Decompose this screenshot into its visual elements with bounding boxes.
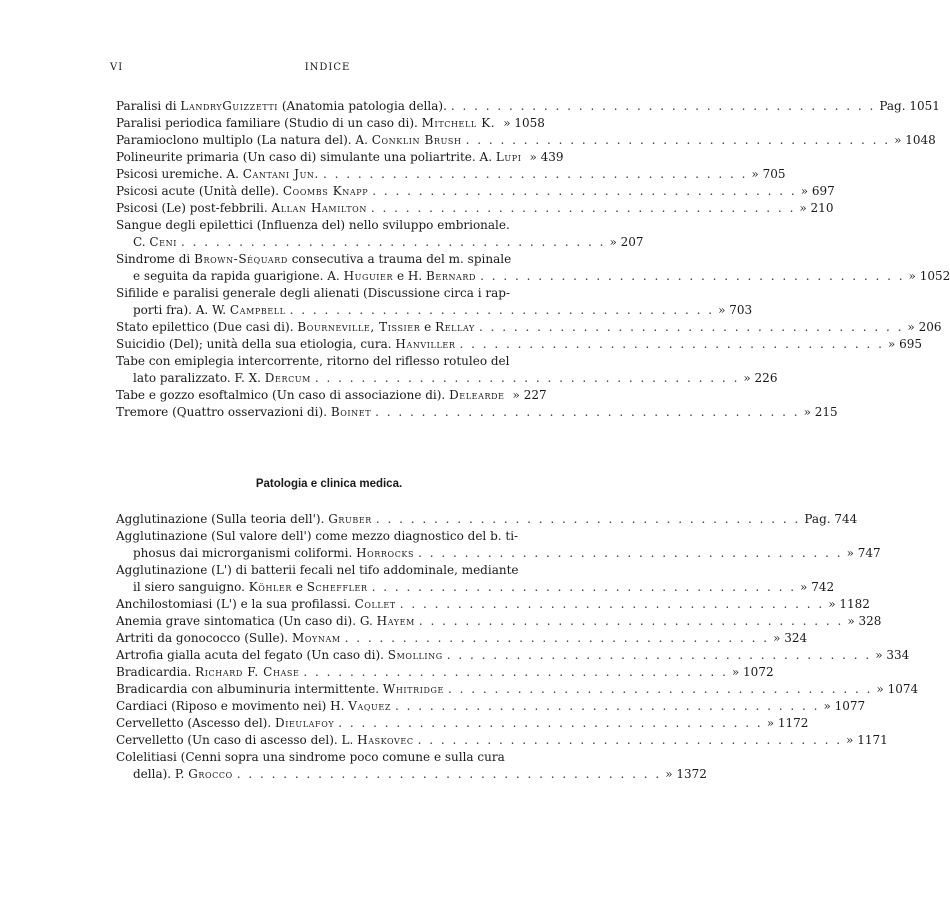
index-section-clinical-medicine [116, 511, 919, 783]
leader-dots: . . . . . . . . . . . . . . . . . . . . . . . . . . . . . . . . . . . . . [371, 580, 797, 594]
index-entry [116, 698, 866, 715]
entry-text [116, 749, 505, 766]
leader-dots: . . . . . . . . . . . . . . . . . . . . . . . . . . . . . . . . . . . . . [446, 648, 872, 662]
entry-title-text: Psicosi acute (Unità delle). [116, 184, 283, 198]
leader-dots: . . . . . . . . . . . . . . . . . . . . . . . . . . . . . . . . . . . . . [303, 665, 728, 679]
index-entry-line [116, 698, 866, 715]
index-entry [116, 166, 786, 183]
entry-author: Hanviller [395, 337, 456, 351]
entry-text [116, 149, 521, 166]
entry-title-text: C. [133, 235, 150, 249]
page-reference: » 1172 [766, 716, 809, 730]
entry-coauthor: Rellay [435, 320, 475, 334]
entry-author: Cantani Jun. [242, 167, 319, 181]
entry-title-text: Artriti da gonococco (Sulle). [116, 631, 292, 645]
entry-author: Whitridge [382, 682, 444, 696]
entry-text [116, 613, 415, 630]
index-section-neurology [116, 98, 950, 421]
entry-author: Vaquez [348, 699, 391, 713]
page-reference: » 324 [773, 631, 808, 645]
index-entry [116, 98, 940, 115]
entry-title-text: Tabe e gozzo esoftalmico (Un caso di associazione di). [116, 388, 450, 402]
index-entry [116, 183, 835, 200]
page-reference: » 705 [751, 167, 786, 181]
index-entry [116, 749, 707, 783]
page-reference: » 1372 [665, 767, 707, 781]
page-reference: » 695 [887, 337, 922, 351]
entry-text [116, 511, 372, 528]
index-entry [116, 664, 774, 681]
leader-dots: . . . . . . . . . . . . . . . . . . . . . . . . . . . . . . . . . . . . . [450, 99, 876, 113]
index-entry [116, 251, 950, 285]
entry-author: Allan Hamilton [271, 201, 367, 215]
index-entry-line [116, 166, 786, 183]
leader-dots: . . . . . . . . . . . . . . . . . . . . . . . . . . . . . . . . . . . . . [459, 337, 884, 351]
index-entry-line [116, 732, 888, 749]
index-entry-line [116, 200, 834, 217]
index-entry-line [116, 404, 838, 421]
entry-author: Guizzetti [222, 99, 279, 113]
leader-dots: . . . . . . . . . . . . . . . . . . . . . . . . . . . . . . . . . . . . . [322, 167, 748, 181]
entry-title-text: Anemia grave sintomatica (Un caso di). G. [116, 614, 377, 628]
entry-author: Bourneville, Tissier [297, 320, 421, 334]
entry-title-text: Suicidio (Del); unità della sua etiologia, cura. [116, 337, 396, 351]
leader-dots: . . . . . . . . . . . . . . . . . . . . . . . . . . . . . . . . . . . . . [289, 303, 715, 317]
entry-author: Dercum [264, 371, 311, 385]
running-title: INDICE [304, 62, 351, 73]
entry-author: Richard F. Chase [195, 665, 300, 679]
leader-dots: . . . . . . . . . . . . . . . . . . . . . . . . . . . . . . . . . . . . . [370, 201, 796, 215]
index-entry [116, 596, 870, 613]
index-entry-line [116, 217, 542, 234]
entry-text [116, 132, 462, 149]
entry-text [116, 596, 396, 613]
entry-text [116, 766, 233, 783]
index-entry [116, 630, 808, 647]
entry-title-text-cont: e [420, 320, 436, 334]
entry-title-text: Sindrome di [116, 252, 195, 266]
entry-author: Conklin Brush [371, 133, 462, 147]
entry-title-text: Bradicardia. [116, 665, 196, 679]
entry-title-text: Paralisi periodica familiare (Studio di un caso di). [116, 116, 422, 130]
index-entry-line [116, 528, 542, 545]
leader-dots: . . . . . . . . . . . . . . . . . . . . . . . . . . . . . . . . . . . . . [418, 614, 844, 628]
index-entry-line [116, 664, 774, 681]
entry-title-text: della). P. [133, 767, 189, 781]
entry-title-text: phosus dai microrganismi coliformi. [133, 546, 357, 560]
page-reference: » 1171 [846, 733, 888, 747]
page-reference: » 206 [907, 320, 942, 334]
page-reference: » 439 [529, 150, 564, 164]
entry-author: Smolling [387, 648, 443, 662]
index-entry-line [116, 511, 858, 528]
page-reference: » 1048 [894, 133, 936, 147]
index-entry [116, 149, 564, 166]
index-entry-line [116, 681, 919, 698]
entry-title-text: porti fra). A. W. [133, 303, 230, 317]
entry-text [116, 370, 311, 387]
entry-text [116, 115, 495, 132]
index-entry [116, 387, 547, 404]
leader-dots: . . . . . . . . . . . . . . . . . . . . . . . . . . . . . . . . . . . . . [399, 597, 825, 611]
index-entry-line [116, 562, 542, 579]
entry-text [116, 698, 391, 715]
index-entry-line [116, 630, 808, 647]
entry-title-text: Agglutinazione (L') di batterii fecali nel tifo addominale, mediante [116, 563, 519, 577]
page-reference: » 697 [800, 184, 835, 198]
index-entry-line [116, 149, 564, 166]
entry-eponym: Landry [180, 99, 223, 113]
entry-title-text: Artrofia gialla acuta del fegato (Un caso di). [116, 648, 388, 662]
leader-dots: . . . . . . . . . . . . . . . . . . . . . . . . . . . . . . . . . . . . . [314, 371, 740, 385]
page-reference: » 328 [847, 614, 882, 628]
entry-eponym: Brown-Séquard [194, 252, 288, 266]
entry-text [116, 630, 341, 647]
leader-dots: . . . . . . . . . . . . . . . . . . . . . . . . . . . . . . . . . . . . . [395, 699, 820, 713]
entry-title-text-cont: (Anatomia patologia della). [278, 99, 447, 113]
page-reference: » 1182 [828, 597, 870, 611]
leader-dots: . . . . . . . . . . . . . . . . . . . . . . . . . . . . . . . . . . . . . [344, 631, 770, 645]
entry-title-text: Polineurite primaria (Un caso di) simulante una poliartrite. A. [116, 150, 496, 164]
entry-text [116, 183, 368, 200]
entry-text [116, 251, 511, 268]
leader-dots: . . . . . . . . . . . . . . . . . . . . . . . . . . . . . . . . . . . . . [236, 767, 662, 781]
entry-title-text: Colelitiasi (Cenni sopra una sindrome poco comune e sulla cura [116, 750, 505, 764]
leader-dots: . . . . . . . . . . . . . . . . . . . . . . . . . . . . . . . . . . . . . [375, 405, 800, 419]
page-reference: » 227 [512, 388, 547, 402]
entry-author: Haskovec [357, 733, 414, 747]
entry-title-text: Tremore (Quattro osservazioni di). [116, 405, 331, 419]
index-entry [116, 404, 838, 421]
entry-title-text: Psicosi (Le) post-febbrili. [116, 201, 272, 215]
page-reference: » 215 [803, 405, 838, 419]
index-entry-line [116, 319, 942, 336]
entry-title-text: il siero sanguigno. [133, 580, 249, 594]
entry-title-text-cont: e [292, 580, 307, 594]
index-entry [116, 353, 778, 387]
index-entry-line [116, 596, 870, 613]
entry-text [116, 200, 367, 217]
index-entry [116, 336, 922, 353]
entry-text [116, 579, 368, 596]
leader-dots: . . . . . . . . . . . . . . . . . . . . . . . . . . . . . . . . . . . . . [180, 235, 606, 249]
entry-title-text: Cardiaci (Riposo e movimento nei) H. [116, 699, 349, 713]
index-entry-line [116, 285, 542, 302]
entry-title-text: Psicosi uremiche. A. [116, 167, 243, 181]
entry-author: Coombs Knapp [282, 184, 369, 198]
entry-text [116, 732, 414, 749]
page-reference: » 1074 [876, 682, 919, 696]
entry-text [116, 715, 334, 732]
entry-author: Köhler [248, 580, 292, 594]
entry-text [116, 545, 414, 562]
entry-author: Dieulafoy [274, 716, 335, 730]
entry-author: Huguier [343, 269, 394, 283]
index-entry [116, 217, 644, 251]
entry-author: Boinet [330, 405, 372, 419]
entry-title-text: Sifilide e paralisi generale degli alienati (Discussione circa i rap- [116, 286, 511, 300]
index-entry-continuation [116, 545, 881, 562]
entry-text [116, 404, 371, 421]
entry-author: Ceni [149, 235, 177, 249]
index-entry [116, 732, 888, 749]
leader-dots: . . . . . . . . . . . . . . . . . . . . . . . . . . . . . . . . . . . . . [417, 733, 843, 747]
leader-dots: . . . . . . . . . . . . . . . . . . . . . . . . . . . . . . . . . . . . . [447, 682, 873, 696]
section-heading: Patologia e clinica medica. [255, 478, 403, 490]
leader-dots: . . . . . . . . . . . . . . . . . . . . . . . . . . . . . . . . . . . . . [478, 320, 904, 334]
page-reference: » 226 [743, 371, 778, 385]
index-entry-line [116, 353, 542, 370]
index-entry-continuation [116, 268, 950, 285]
entry-text [116, 285, 510, 302]
entry-title-text: lato paralizzato. F. X. [133, 371, 265, 385]
index-entry-line [116, 183, 835, 200]
page-reference: » 747 [846, 546, 881, 560]
index-entry [116, 528, 881, 562]
entry-coauthor: Scheffler [306, 580, 368, 594]
running-header [110, 62, 545, 80]
entry-title-text: Stato epilettico (Due casi di). [116, 320, 298, 334]
entry-title-text: e seguita da rapida guarigione. A. [133, 269, 344, 283]
entry-title-text: Anchilostomiasi (L') e la sua profilassi. [116, 597, 355, 611]
entry-author: Delearde [449, 388, 505, 402]
entry-author: Lupi [495, 150, 522, 164]
entry-text [116, 268, 476, 285]
leader-dots: . . . . . . . . . . . . . . . . . . . . . . . . . . . . . . . . . . . . . [375, 512, 801, 526]
index-entry [116, 613, 882, 630]
index-entry [116, 715, 809, 732]
entry-text [116, 528, 518, 545]
page-reference: » 1058 [503, 116, 545, 130]
entry-author: Horrocks [356, 546, 415, 560]
index-entry [116, 562, 835, 596]
entry-text [116, 336, 455, 353]
entry-text [116, 353, 509, 370]
page-number: VI [110, 62, 124, 73]
index-entry [116, 132, 936, 149]
index-entry [116, 681, 919, 698]
page-reference: » 1052 [908, 269, 950, 283]
leader-dots: . . . . . . . . . . . . . . . . . . . . . . . . . . . . . . . . . . . . . [372, 184, 797, 198]
index-entry-line [116, 336, 922, 353]
page-reference: » 742 [800, 580, 835, 594]
entry-title-text: Bradicardia con albuminuria intermittente. [116, 682, 383, 696]
index-entry-line [116, 613, 882, 630]
entry-text [116, 664, 299, 681]
entry-text [116, 681, 444, 698]
index-entry-line [116, 749, 542, 766]
entry-title-text: Paramioclono multiplo (La natura del). A. [116, 133, 372, 147]
entry-title-text: Cervelletto (Ascesso del). [116, 716, 275, 730]
page-reference: » 1077 [823, 699, 866, 713]
entry-author: Collet [354, 597, 396, 611]
entry-title-text: Sangue degli epilettici (Influenza del) nello sviluppo embrionale. [116, 218, 510, 232]
entry-text [116, 217, 510, 234]
index-entry [116, 115, 545, 132]
leader-dots: . . . . . . . . . . . . . . . . . . . . . . . . . . . . . . . . . . . . . [480, 269, 905, 283]
index-entry-line [116, 251, 542, 268]
page-reference: » 703 [718, 303, 753, 317]
entry-title-text-cont: e H. [393, 269, 426, 283]
entry-author: Moynam [291, 631, 341, 645]
page-reference: » 1072 [731, 665, 774, 679]
entry-text [116, 234, 177, 251]
entry-text [116, 302, 286, 319]
entry-text [116, 647, 443, 664]
index-entry-continuation [116, 234, 644, 251]
index-entry-continuation [116, 370, 778, 387]
page-reference: » 207 [609, 235, 644, 249]
entry-author: Hayem [376, 614, 415, 628]
leader-dots: . . . . . . . . . . . . . . . . . . . . . . . . . . . . . . . . . . . . . [465, 133, 891, 147]
index-entry [116, 647, 910, 664]
page-reference: Pag. 744 [804, 512, 858, 526]
entry-title-text: Paralisi di [116, 99, 181, 113]
entry-text [116, 562, 519, 579]
index-entry [116, 285, 753, 319]
entry-title-text: Agglutinazione (Sulla teoria dell'). [116, 512, 329, 526]
leader-dots: . . . . . . . . . . . . . . . . . . . . . . . . . . . . . . . . . . . . . [418, 546, 843, 560]
entry-title-text: Tabe con emiplegia intercorrente, ritorno del riflesso rotuleo del [116, 354, 510, 368]
index-entry-line [116, 115, 545, 132]
index-entry-continuation [116, 579, 835, 596]
index-entry-line [116, 387, 547, 404]
page-reference: » 210 [799, 201, 834, 215]
index-entry-line [116, 715, 809, 732]
index-entry-line [116, 132, 936, 149]
entry-author: Mitchell K. [421, 116, 496, 130]
entry-text [116, 387, 505, 404]
entry-title-text-cont: consecutiva a trauma del m. spinale [287, 252, 512, 266]
entry-text [116, 98, 447, 115]
index-entry-line [116, 98, 940, 115]
entry-title-text: Cervelletto (Un caso di ascesso del). L. [116, 733, 358, 747]
index-entry [116, 319, 942, 336]
entry-author: Campbell [229, 303, 286, 317]
entry-text [116, 166, 319, 183]
index-entry-continuation [116, 766, 707, 783]
entry-author: Gruber [328, 512, 372, 526]
entry-author: Grocco [188, 767, 233, 781]
page-reference: » 334 [875, 648, 910, 662]
page-reference: Pag. 1051 [879, 99, 940, 113]
index-entry [116, 200, 834, 217]
leader-dots: . . . . . . . . . . . . . . . . . . . . . . . . . . . . . . . . . . . . . [338, 716, 763, 730]
index-entry [116, 511, 858, 528]
index-entry-line [116, 647, 910, 664]
entry-coauthor: Bernard [425, 269, 477, 283]
entry-text [116, 319, 475, 336]
index-entry-continuation [116, 302, 753, 319]
entry-title-text: Agglutinazione (Sul valore dell') come mezzo diagnostico del b. ti- [116, 529, 519, 543]
